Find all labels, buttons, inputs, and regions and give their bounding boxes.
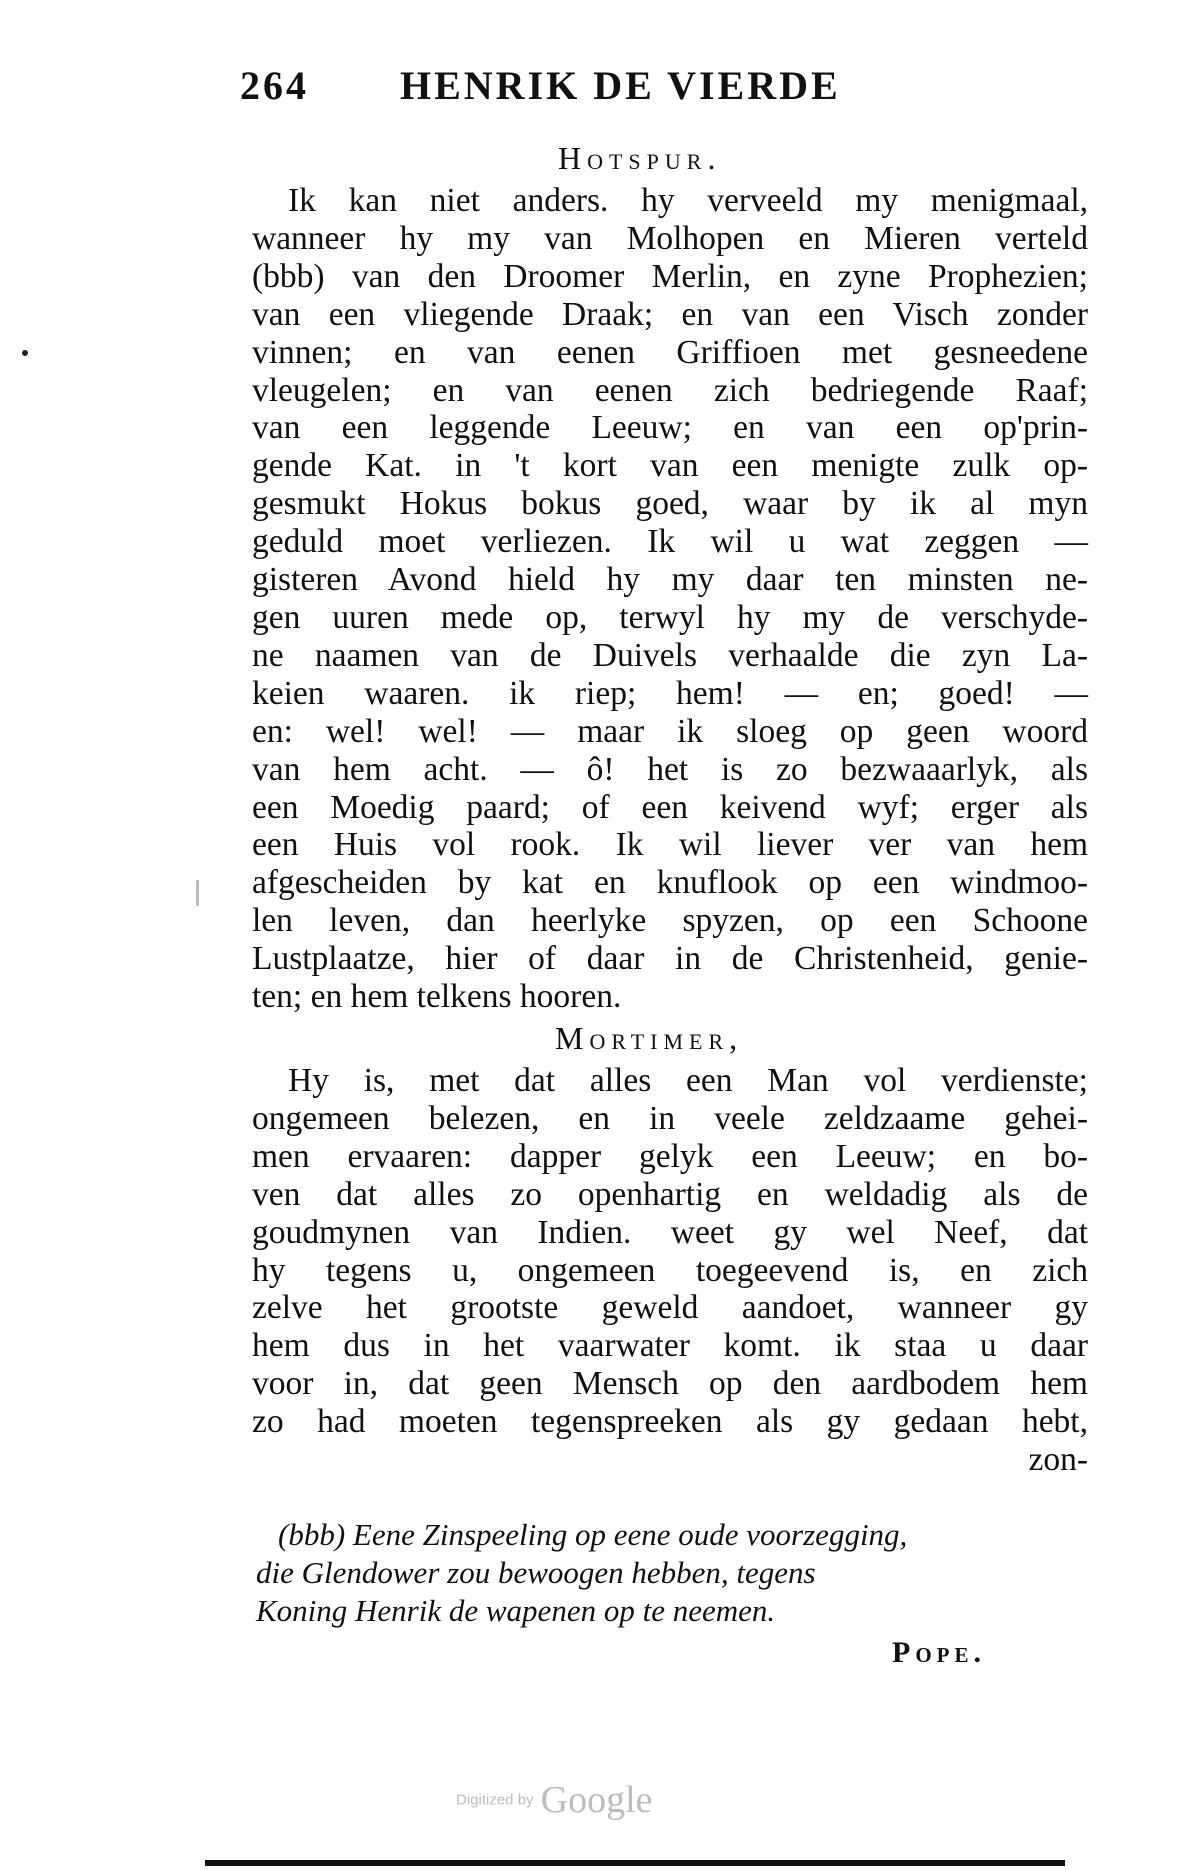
footnote-line: Koning Henrik de wapenen op te neemen. bbox=[256, 1593, 776, 1628]
scan-edge bbox=[205, 1860, 1065, 1866]
hotspur-speech bbox=[252, 182, 1088, 1016]
scan-speck bbox=[196, 880, 199, 906]
speech-line: en: wel! wel! — maar ik sloeg op geen woord bbox=[252, 712, 1088, 750]
running-title: HENRIK DE VIERDE bbox=[400, 63, 841, 108]
speech-line: Ik kan niet anders. hy verveeld my menigmaal, bbox=[288, 182, 1088, 219]
speech-line: een Moedig paard; of een keivend wyf; erger als bbox=[252, 788, 1088, 826]
speech-line: len leven, dan heerlyke spyzen, op een Schoone bbox=[252, 902, 1088, 940]
mortimer-speech bbox=[252, 1062, 1088, 1479]
speech-line: een Huis vol rook. Ik wil liever ver van hem bbox=[252, 826, 1088, 864]
speech-line: goudmynen van Indien. weet gy wel Neef, dat bbox=[252, 1213, 1088, 1251]
footnote-author: Pope. bbox=[892, 1636, 986, 1669]
speech-line: vinnen; en van eenen Griffioen met gesneedene bbox=[252, 333, 1088, 371]
speech-line: gen uuren mede op, terwyl hy my de verschyde- bbox=[252, 598, 1088, 636]
speech-line: gesmukt Hokus bokus goed, waar by ik al myn bbox=[252, 485, 1088, 523]
speech-line: (bbb) van den Droomer Merlin, en zyne Prophezien; bbox=[252, 257, 1088, 295]
speech-line: ongemeen belezen, en in veele zeldzaame gehei- bbox=[252, 1099, 1088, 1137]
speech-line: men ervaaren: dapper gelyk een Leeuw; en bo- bbox=[252, 1137, 1088, 1175]
scan-speck bbox=[22, 350, 28, 356]
speech-line: gisteren Avond hield hy my daar ten minsten ne- bbox=[252, 561, 1088, 599]
speech-line: hy tegens u, ongemeen toegeevend is, en zich bbox=[252, 1251, 1088, 1289]
speech-line: Hy is, met dat alles een Man vol verdienste; bbox=[288, 1062, 1088, 1099]
speech-line: van een vliegende Draak; en van een Visch zonder bbox=[252, 295, 1088, 333]
speaker-hotspur: Hotspur. bbox=[558, 140, 722, 176]
speech-line: geduld moet verliezen. Ik wil u wat zeggen — bbox=[252, 523, 1088, 561]
footnote-line: die Glendower zou bewoogen hebben, tegens bbox=[256, 1555, 816, 1590]
speaker-mortimer: Mortimer, bbox=[555, 1020, 744, 1056]
speech-line: vleugelen; en van eenen zich bedriegende Raaf; bbox=[252, 371, 1088, 409]
speech-line: hem dus in het vaarwater komt. ik staa u daar bbox=[252, 1327, 1088, 1365]
footnote-line: (bbb) Eene Zinspeeling op eene oude voorzegging, bbox=[278, 1517, 908, 1552]
speech-line: wanneer hy my van Molhopen en Mieren verteld bbox=[252, 219, 1088, 257]
speech-line: gende Kat. in 't kort van een menigte zulk op- bbox=[252, 447, 1088, 485]
running-head bbox=[240, 62, 920, 122]
speech-line: ten; en hem telkens hooren. bbox=[252, 978, 622, 1016]
footnote bbox=[256, 1516, 1096, 1630]
google-logo: Google bbox=[540, 1779, 653, 1821]
speech-line: voor in, dat geen Mensch op den aardbodem hem bbox=[252, 1365, 1088, 1403]
speech-line: ven dat alles zo openhartig en weldadig als de bbox=[252, 1175, 1088, 1213]
speech-line: zo had moeten tegenspreeken als gy gedaan hebt, bbox=[252, 1403, 1088, 1441]
catchword: zon- bbox=[1028, 1441, 1088, 1479]
speech-line: van hem acht. — ô! het is zo bezwaaarlyk, als bbox=[252, 750, 1088, 788]
speech-line: keien waaren. ik riep; hem! — en; goed! — bbox=[252, 674, 1088, 712]
speech-line: ne naamen van de Duivels verhaalde die zyn La- bbox=[252, 636, 1088, 674]
speech-line: Lustplaatze, hier of daar in de Christenheid, genie- bbox=[252, 940, 1088, 978]
page-number: 264 bbox=[240, 63, 309, 108]
speech-line: afgescheiden by kat en knuflook op een windmoo- bbox=[252, 864, 1088, 902]
speech-line: van een leggende Leeuw; en van een op'prin- bbox=[252, 409, 1088, 447]
digitized-watermark bbox=[456, 1778, 653, 1821]
digitized-by-label: Digitized by bbox=[456, 1791, 534, 1809]
speech-line: zelve het grootste geweld aandoet, wanneer gy bbox=[252, 1289, 1088, 1327]
